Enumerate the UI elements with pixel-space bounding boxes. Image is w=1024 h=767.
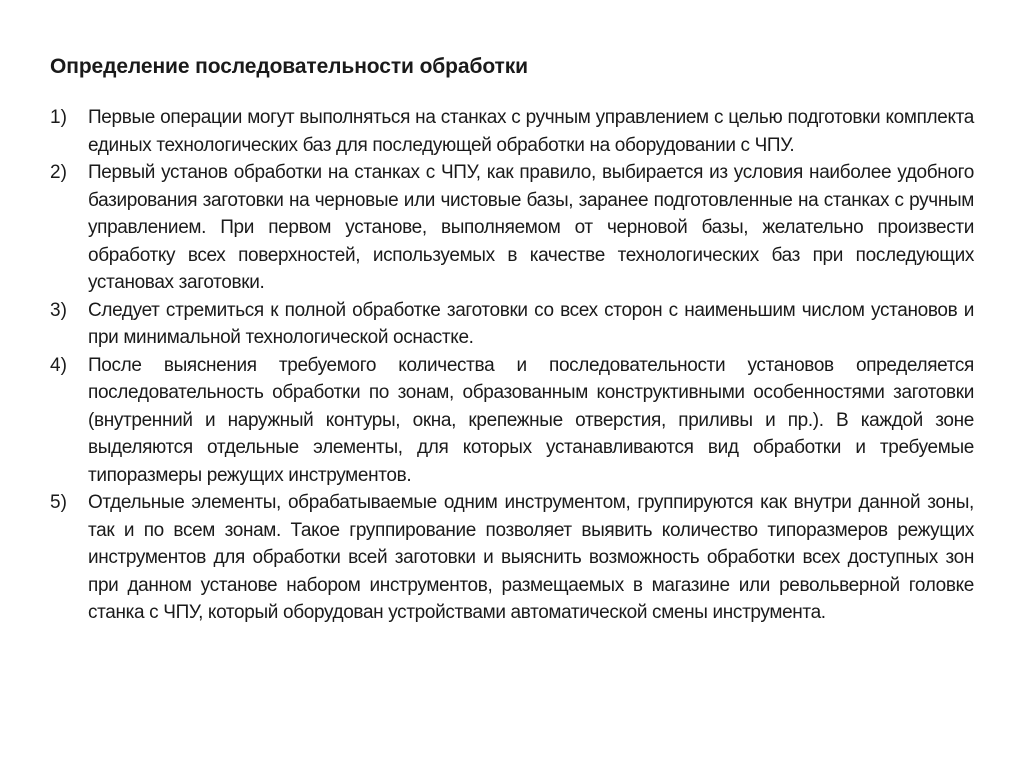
- list-item: [50, 159, 974, 297]
- list-item: [50, 489, 974, 627]
- list-item-number: 5): [50, 492, 67, 513]
- list-item-number: 4): [50, 354, 67, 376]
- list-item-text: Следует стремиться к полной обработке заготовки со всех сторон с наименьшим числом установов и при минимальной технологической оснастке.: [88, 299, 974, 348]
- list-item-text: Отдельные элементы, обрабатываемые одним инструментом, группируются как внутри данной зоны, так и по всем зонам. Такое группирование позволяет выявить количество типоразмеров режущих инструментов для обработки всей заготовки и выяснить возможность обработки всех доступных зон при данном установе набором инструментов, размещаемых в магазине или револьверной головке станка с ЧПУ, который оборудован устройствами автоматической смены инструмента.: [88, 492, 974, 623]
- list-item: [50, 297, 974, 352]
- list-item-number: 1): [50, 107, 67, 128]
- slide-title: Определение последовательности обработки: [50, 55, 528, 78]
- list-item-number: 2): [50, 162, 67, 183]
- list-item-number: 3): [50, 299, 67, 321]
- list-item: [50, 352, 974, 490]
- numbered-list: [50, 104, 974, 627]
- list-item-text: После выяснения требуемого количества и последовательности установов определяется последовательность обработки по зонам, образованным конструктивными особенностями заготовки (внутренний и наружный контуры, окна, крепежные отверстия, приливы и пр.). В каждой зоне выделяются отдельные элементы, для которых устанавливаются вид обработки и требуемые типоразмеры режущих инструментов.: [88, 354, 974, 486]
- list-item: [50, 104, 974, 159]
- list-item-text: Первые операции могут выполняться на станках с ручным управлением с целью подготовки комплекта единых технологических баз для последующей обработки на оборудовании с ЧПУ.: [88, 107, 974, 156]
- list-item-text: Первый установ обработки на станках с ЧПУ, как правило, выбирается из условия наиболее удобного базирования заготовки на черновые или чистовые базы, заранее подготовленные на станках с ручным управлением. При первом установе, выполняемом от черновой базы, желательно произвести обработку всех поверхностей, используемых в качестве технологических баз при последующих установах заготовки.: [88, 162, 974, 293]
